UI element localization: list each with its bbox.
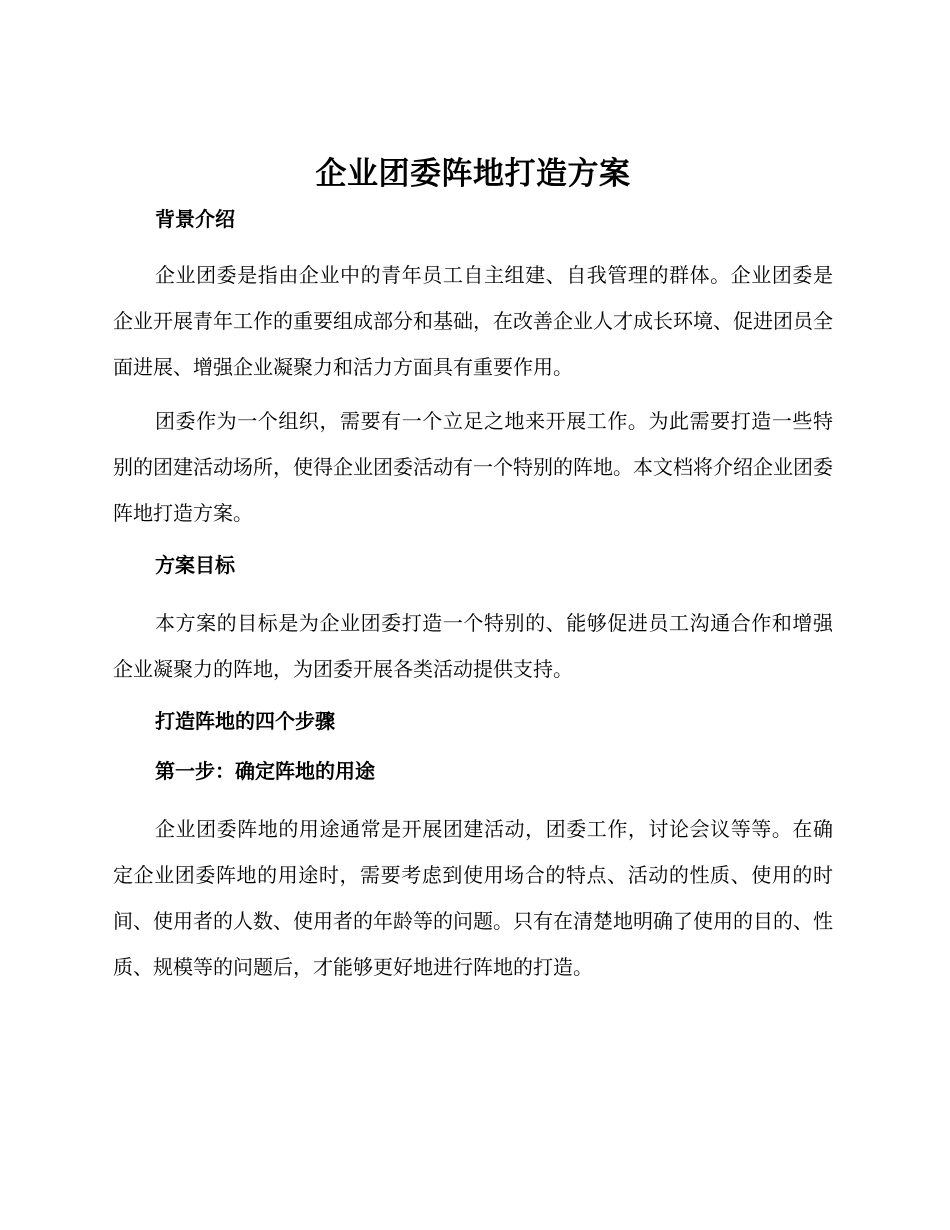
section-heading-step-one: 第一步：确定阵地的用途 (155, 759, 375, 783)
paragraph-step-one-1: 企业团委阵地的用途通常是开展团建活动，团委工作，讨论会议等等。在确定企业团委阵地的用途时，需要考虑到使用场合的特点、活动的性质、使用的时间、使用者的人数、使用者的年龄等的问题。只有在清楚地明确了使用的目的、性质、规模等的问题后，才能够更好地进行阵地的打造。 (113, 817, 833, 979)
paragraph-background-2: 团委作为一个组织，需要有一个立足之地来开展工作。为此需要打造一些特别的团建活动场所，使得企业团委活动有一个特别的阵地。本文档将介绍企业团委阵地打造方案。 (113, 409, 833, 525)
paragraph-goal-1: 本方案的目标是为企业团委打造一个特别的、能够促进员工沟通合作和增强企业凝聚力的阵地，为团委开展各类活动提供支持。 (113, 611, 833, 681)
paragraph-background-1: 企业团委是指由企业中的青年员工自主组建、自我管理的群体。企业团委是企业开展青年工作的重要组成部分和基础，在改善企业人才成长环境、促进团员全面进展、增强企业凝聚力和活力方面具有重要作用。 (113, 263, 833, 379)
document-title: 企业团委阵地打造方案 (315, 156, 631, 192)
document-body (113, 148, 833, 990)
section-heading-goal: 方案目标 (155, 553, 235, 577)
section-heading-four-steps: 打造阵地的四个步骤 (155, 709, 335, 733)
section-heading-background: 背景介绍 (155, 207, 235, 231)
